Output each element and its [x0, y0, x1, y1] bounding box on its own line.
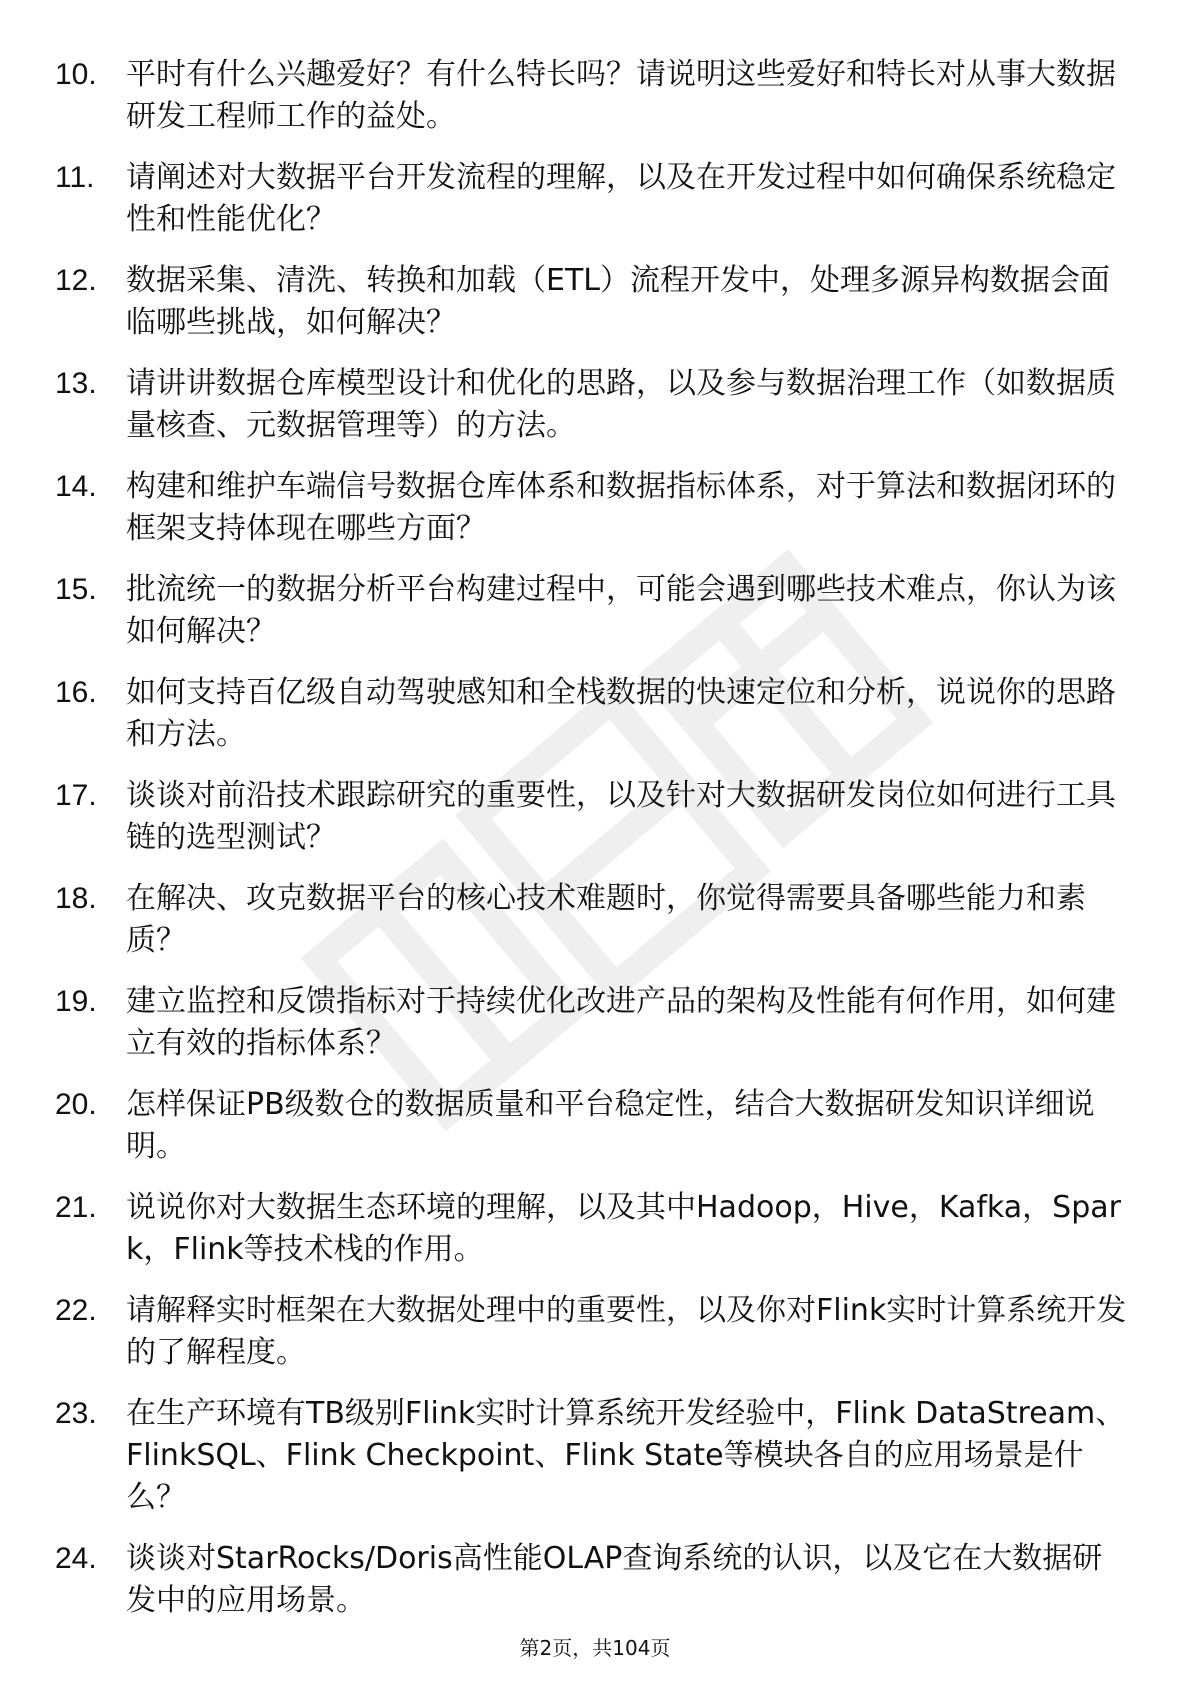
- question-number: 24.: [55, 1542, 97, 1575]
- question-item: [0, 466, 1190, 550]
- question-number: 12.: [55, 264, 97, 297]
- question-list: [0, 54, 1190, 1641]
- question-text: 批流统一的数据分析平台构建过程中，可能会遇到哪些技术难点，你认为该如何解决？: [126, 572, 1116, 649]
- question-item: [0, 1084, 1190, 1168]
- question-number: 11.: [55, 161, 95, 194]
- question-text: 怎样保证PB级数仓的数据质量和平台稳定性，结合大数据研发知识详细说明。: [126, 1087, 1095, 1164]
- question-item: [0, 569, 1190, 653]
- question-text: 谈谈对StarRocks/Doris高性能OLAP查询系统的认识，以及它在大数据研发中的应用场景。: [126, 1541, 1103, 1618]
- question-item: [0, 775, 1190, 859]
- question-item: [0, 54, 1190, 138]
- question-number: 21.: [55, 1191, 97, 1224]
- question-number: 13.: [55, 367, 97, 400]
- question-item: [0, 1290, 1190, 1374]
- question-text: 如何支持百亿级自动驾驶感知和全栈数据的快速定位和分析，说说你的思路和方法。: [126, 675, 1116, 752]
- question-text: 请解释实时框架在大数据处理中的重要性，以及你对Flink实时计算系统开发的了解程度。: [126, 1293, 1127, 1370]
- question-item: [0, 1393, 1190, 1519]
- question-item: [0, 672, 1190, 756]
- question-number: 22.: [55, 1294, 97, 1327]
- question-text: 数据采集、清洗、转换和加载（ETL）流程开发中，处理多源异构数据会面临哪些挑战，如何解决？: [126, 263, 1110, 340]
- question-item: [0, 1187, 1190, 1271]
- question-text: 在生产环境有TB级别Flink实时计算系统开发经验中，Flink DataStream、FlinkSQL、Flink Checkpoint、Flink State等模块各自的应用场景是什么？: [126, 1396, 1126, 1515]
- question-number: 16.: [55, 676, 97, 709]
- question-item: [0, 157, 1190, 241]
- question-item: [0, 260, 1190, 344]
- question-text: 请讲讲数据仓库模型设计和优化的思路，以及参与数据治理工作（如数据质量核查、元数据管理等）的方法。: [126, 366, 1116, 443]
- question-item: [0, 1538, 1190, 1622]
- question-text: 平时有什么兴趣爱好？有什么特长吗？请说明这些爱好和特长对从事大数据研发工程师工作的益处。: [126, 57, 1116, 134]
- question-number: 15.: [55, 573, 97, 606]
- question-item: [0, 363, 1190, 447]
- question-item: [0, 878, 1190, 962]
- question-number: 20.: [55, 1088, 97, 1121]
- question-number: 14.: [55, 470, 97, 503]
- question-number: 10.: [55, 58, 97, 91]
- page-footer: 第2页，共104页: [519, 1636, 671, 1660]
- question-item: [0, 981, 1190, 1065]
- question-text: 建立监控和反馈指标对于持续优化改进产品的架构及性能有何作用，如何建立有效的指标体系？: [126, 984, 1116, 1061]
- question-number: 19.: [55, 985, 97, 1018]
- question-text: 请阐述对大数据平台开发流程的理解，以及在开发过程中如何确保系统稳定性和性能优化？: [126, 160, 1116, 237]
- question-text: 在解决、攻克数据平台的核心技术难题时，你觉得需要具备哪些能力和素质？: [126, 881, 1086, 958]
- question-number: 18.: [55, 882, 97, 915]
- question-number: 17.: [55, 779, 97, 812]
- question-text: 谈谈对前沿技术跟踪研究的重要性，以及针对大数据研发岗位如何进行工具链的选型测试？: [126, 778, 1116, 855]
- question-text: 构建和维护车端信号数据仓库体系和数据指标体系，对于算法和数据闭环的框架支持体现在哪些方面？: [126, 469, 1116, 546]
- question-number: 23.: [55, 1397, 97, 1430]
- question-text: 说说你对大数据生态环境的理解，以及其中Hadoop，Hive，Kafka，Spark，Flink等技术栈的作用。: [126, 1190, 1121, 1267]
